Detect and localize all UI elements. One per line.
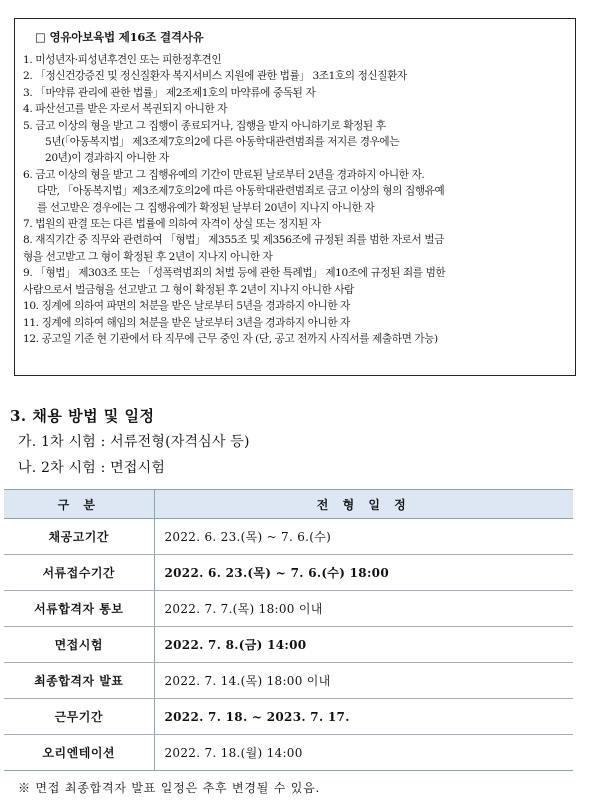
schedule-row-label: 최종합격자 발표: [4, 663, 154, 699]
schedule-row-label: 서류합격자 통보: [4, 591, 154, 627]
schedule-row-date: 2022. 7. 18.(월) 14:00: [154, 735, 573, 771]
disqualification-item: [23, 118, 565, 167]
disqualification-item-line: 다만, 「아동복지법」제3조제7호의2에 따른 아동학대관련범죄로 금고 이상의 형의 집행유예: [37, 185, 445, 198]
schedule-row: [4, 555, 573, 591]
disqualification-item-line: 11. 징계에 의하여 해임의 처분을 받은 날로부터 3년을 경과하지 아니한 자: [23, 316, 350, 329]
disqualification-list: [23, 52, 565, 347]
disqualification-item: [23, 232, 565, 265]
disqualification-item: [23, 68, 565, 84]
schedule-row-date: 2022. 6. 23.(목) ~ 7. 6.(수): [154, 519, 573, 555]
disqualification-box: [14, 18, 576, 376]
schedule-row-label: 채공고기간: [4, 519, 154, 555]
schedule-header-row: [4, 490, 573, 519]
disqualification-item-line: 를 선고받은 경우에는 그 집행유예가 확정된 날부터 20년이 지나지 아니한 자: [37, 201, 375, 214]
section-title: 3. 채용 방법 및 일정: [10, 407, 155, 425]
disqualification-item: [23, 265, 565, 298]
disqualification-item-line: 6. 금고 이상의 형을 받고 그 집행유예의 기간이 만료된 날로부터 2년을 경과하지 아니한 자.: [23, 168, 425, 181]
disqualification-item-line: 4. 파산선고를 받은 자로서 복권되지 아니한 자: [23, 103, 228, 116]
disqualification-item: [23, 315, 565, 331]
schedule-row-date: 2022. 7. 8.(금) 14:00: [154, 627, 573, 663]
schedule-row-date: 2022. 6. 23.(목) ~ 7. 6.(수) 18:00: [154, 555, 573, 591]
disqualification-item: [23, 101, 565, 117]
schedule-row-label: 면접시험: [4, 627, 154, 663]
disqualification-item-line: 9. 「형법」 제303조 또는 「성폭력범죄의 처벌 등에 관한 특례법」 제10조에 규정된 죄를 범한: [23, 267, 446, 280]
schedule-row: [4, 735, 573, 771]
schedule-row-date: 2022. 7. 18. ~ 2023. 7. 17.: [154, 699, 573, 735]
disqualification-item-line: 5년(「아동복지법」 제3조제7호의2에 다른 아동학대관련범죄를 저지른 경우에는: [45, 136, 400, 149]
schedule-row-date: 2022. 7. 14.(목) 18:00 이내: [154, 663, 573, 699]
disqualification-item: [23, 331, 565, 347]
disqualification-item: [23, 85, 565, 101]
disqualification-item-line: 10. 징계에 의하여 파면의 처분을 받은 날로부터 5년을 경과하지 아니한 자: [23, 300, 350, 313]
disqualification-item-line: 7. 법원의 판결 또는 다른 법률에 의하여 자격이 상실 또는 정지된 자: [23, 218, 321, 231]
disqualification-title: □ 영유아보육법 제16조 결격사유: [35, 30, 204, 44]
disqualification-item-line: 1. 미성년자·피성년후견인 또는 피한정후견인: [23, 54, 222, 66]
header-category: 구 분: [4, 490, 154, 519]
disqualification-item-line: 형을 선고받고 그 형이 확정된 후 2년이 지나지 아니한 자: [23, 250, 273, 263]
schedule-row-label: 서류접수기간: [4, 555, 154, 591]
disqualification-item: [23, 52, 565, 68]
schedule-row-date: 2022. 7. 7.(목) 18:00 이내: [154, 591, 573, 627]
disqualification-item-line: 2. 「정신건강증진 및 정신질환자 복지서비스 지원에 관한 법률」 3조1호의 정신질환자: [23, 70, 407, 83]
disqualification-item: [23, 216, 565, 232]
disqualification-item-line: 12. 공고일 기준 현 기관에서 타 직무에 근무 중인 자 (단, 공고 전까지 사직서를 제출하면 가능): [23, 332, 438, 345]
disqualification-item-line: 3. 「마약류 관리에 관한 법률」 제2조제1호의 마약류에 중독된 자: [23, 86, 316, 99]
second-exam-line: 나. 2차 시험 : 면접시험: [18, 460, 166, 476]
schedule-table: [4, 489, 573, 771]
schedule-row: [4, 591, 573, 627]
schedule-row-label: 근무기간: [4, 699, 154, 735]
disqualification-item-line: 8. 재직기간 중 직무와 관련하여 「형법」 제355조 및 제356조에 규정된 죄를 범한 자로서 벌금: [23, 234, 444, 247]
schedule-row: [4, 519, 573, 555]
disqualification-item-line: 5. 금고 이상의 형을 받고 그 집행이 종료되거나, 집행을 받지 아니하기로 확정된 후: [23, 119, 386, 132]
header-schedule: 전 형 일 정: [154, 490, 573, 519]
schedule-row-label: 오리엔테이션: [4, 735, 154, 771]
disqualification-item: [23, 167, 565, 216]
schedule-row: [4, 663, 573, 699]
disqualification-item: [23, 298, 565, 314]
schedule-row: [4, 699, 573, 735]
first-exam-line: 가. 1차 시험 : 서류전형(자격심사 등): [18, 434, 250, 450]
schedule-note: ※ 면접 최종합격자 발표 일정은 추후 변경될 수 있음.: [18, 781, 321, 795]
schedule-row: [4, 627, 573, 663]
disqualification-item-line: 사람으로서 벌금형을 선고받고 그 형이 확정된 후 2년이 지나지 아니한 사람: [23, 283, 355, 296]
disqualification-item-line: 20년)이 경과하지 아니한 자: [45, 152, 169, 165]
